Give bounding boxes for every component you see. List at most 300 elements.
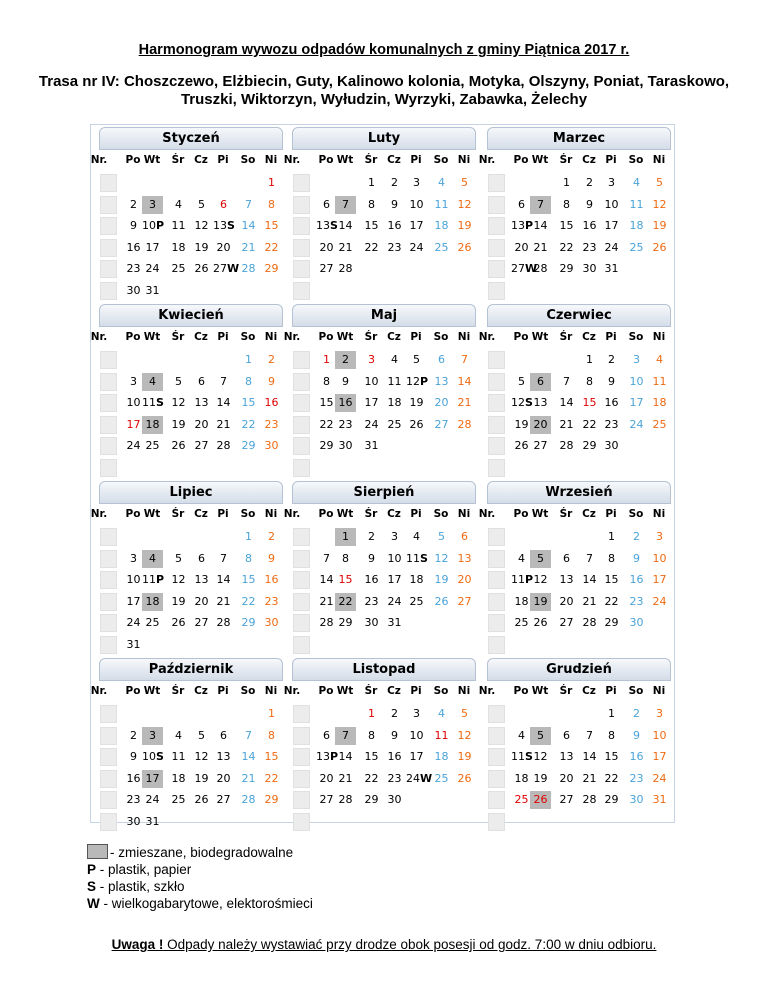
weekday-header: Nr. bbox=[90, 685, 108, 697]
day-cell: 19 bbox=[434, 573, 449, 586]
day-cell: 15 bbox=[264, 750, 279, 763]
day-cell: 2 bbox=[608, 353, 615, 366]
day-cell: 15 bbox=[264, 219, 279, 232]
weekday-header: Po bbox=[125, 154, 141, 166]
day-cell: 1 bbox=[608, 530, 615, 543]
day-cell: 3 bbox=[391, 530, 398, 543]
day-cell: 11P bbox=[142, 573, 165, 586]
day-cell: 13S bbox=[213, 219, 235, 232]
day-cell: 16 bbox=[335, 394, 356, 412]
day-cell: 20 bbox=[559, 771, 574, 785]
day-cell: 12 bbox=[194, 219, 209, 232]
day-cell: 20 bbox=[216, 240, 231, 254]
day-cell: 30 bbox=[604, 439, 619, 452]
day-cell: 7 bbox=[323, 551, 330, 565]
day-cell: 26 bbox=[194, 262, 209, 275]
week-row bbox=[286, 458, 476, 479]
weekday-header: Po bbox=[125, 685, 141, 697]
weekday-header: Ni bbox=[652, 685, 666, 697]
day-cell: 29 bbox=[241, 439, 256, 452]
week-row bbox=[286, 372, 476, 393]
day-cell: 1 bbox=[368, 707, 375, 720]
day-cell: 6 bbox=[323, 197, 330, 211]
week-row bbox=[93, 281, 283, 302]
week-row bbox=[286, 613, 476, 634]
day-cell: 28 bbox=[457, 417, 472, 431]
day-cell: 18 bbox=[387, 396, 402, 409]
week-row bbox=[481, 238, 671, 259]
day-cell: 9 bbox=[342, 374, 349, 388]
day-cell: 2 bbox=[268, 530, 275, 543]
weekday-header: Śr bbox=[559, 331, 573, 343]
weekday-header: Cz bbox=[387, 508, 401, 520]
week-row bbox=[481, 259, 671, 280]
week-number-cell bbox=[488, 282, 505, 300]
week-number-cell bbox=[293, 437, 310, 455]
day-cell: 25 bbox=[409, 594, 424, 608]
day-cell: 31 bbox=[387, 616, 402, 629]
day-cell: 25 bbox=[434, 771, 449, 785]
day-cell: 9 bbox=[391, 728, 398, 742]
week-number-cell bbox=[100, 373, 117, 391]
week-row bbox=[481, 372, 671, 393]
month-title: Kwiecień bbox=[99, 304, 283, 327]
day-cell: 27 bbox=[194, 616, 209, 629]
week-row bbox=[286, 704, 476, 725]
week-number-cell bbox=[488, 727, 505, 745]
day-cell: 23 bbox=[126, 793, 141, 806]
day-cell: 8 bbox=[368, 728, 375, 742]
week-row bbox=[93, 747, 283, 768]
week-number-cell bbox=[100, 614, 117, 632]
week-number-cell bbox=[100, 636, 117, 654]
day-cell: 7 bbox=[245, 728, 252, 742]
weekday-header: Po bbox=[125, 508, 141, 520]
weekday-header: So bbox=[628, 331, 644, 343]
weekday-header-row bbox=[283, 154, 476, 170]
day-cell: 10 bbox=[652, 551, 667, 565]
weekday-header: So bbox=[240, 685, 256, 697]
week-row bbox=[481, 790, 671, 811]
day-cell: 9 bbox=[391, 197, 398, 211]
month-title: Październik bbox=[99, 658, 283, 681]
week-number-cell bbox=[488, 217, 505, 235]
day-cell: 5 bbox=[461, 707, 468, 720]
day-cell: 28 bbox=[216, 616, 231, 629]
day-cell: 21 bbox=[216, 417, 231, 431]
day-cell: 15 bbox=[319, 396, 334, 409]
day-cell: 14 bbox=[533, 219, 548, 232]
weekday-header: Cz bbox=[582, 508, 596, 520]
day-cell: 18 bbox=[142, 416, 163, 434]
day-cell: 23 bbox=[629, 771, 644, 785]
day-cell: 27 bbox=[434, 417, 449, 431]
week-number-cell bbox=[293, 174, 310, 192]
day-cell: 1 bbox=[608, 707, 615, 720]
legend-text: - wielkogabarytowe, elektorośmieci bbox=[99, 896, 313, 911]
day-cell: 29 bbox=[604, 616, 619, 629]
day-cell: 23 bbox=[364, 594, 379, 608]
week-row bbox=[93, 592, 283, 613]
day-cell: 19 bbox=[457, 750, 472, 763]
week-row bbox=[286, 173, 476, 194]
day-cell: 17 bbox=[145, 240, 160, 254]
weekday-header: Ni bbox=[457, 508, 471, 520]
day-cell: 25 bbox=[171, 793, 186, 806]
day-cell: 30 bbox=[364, 616, 379, 629]
day-cell: 11 bbox=[171, 750, 186, 763]
day-cell: 8 bbox=[323, 374, 330, 388]
weekday-header: Wt bbox=[336, 154, 354, 166]
weekday-header: Ni bbox=[652, 154, 666, 166]
weekday-header: Śr bbox=[559, 685, 573, 697]
weekday-header: Śr bbox=[171, 508, 185, 520]
day-cell: 28 bbox=[338, 793, 353, 806]
day-cell: 15 bbox=[241, 573, 256, 586]
month-title: Listopad bbox=[292, 658, 476, 681]
day-cell: 26 bbox=[457, 240, 472, 254]
day-cell: 1 bbox=[245, 353, 252, 366]
day-cell: 4 bbox=[175, 728, 182, 742]
week-row bbox=[286, 259, 476, 280]
month-title: Luty bbox=[292, 127, 476, 150]
legend-item bbox=[87, 844, 313, 861]
day-cell: 23 bbox=[126, 262, 141, 275]
week-row bbox=[481, 613, 671, 634]
weekday-header: Nr. bbox=[478, 154, 496, 166]
day-cell: 27W bbox=[213, 262, 240, 275]
day-cell: 18 bbox=[434, 750, 449, 763]
day-cell: 27 bbox=[559, 616, 574, 629]
weekday-header: Pi bbox=[217, 154, 229, 166]
day-cell: 7 bbox=[530, 196, 551, 214]
week-row bbox=[286, 216, 476, 237]
day-cell: 13P bbox=[511, 219, 534, 232]
day-cell: 29 bbox=[604, 793, 619, 806]
day-cell: 26 bbox=[409, 417, 424, 431]
day-cell: 14 bbox=[241, 750, 256, 763]
day-cell: 12 bbox=[533, 750, 548, 763]
week-number-cell bbox=[293, 239, 310, 257]
weekday-header: Wt bbox=[531, 331, 549, 343]
weekday-header: Po bbox=[125, 331, 141, 343]
day-cell: 2 bbox=[335, 351, 356, 369]
day-cell: 2 bbox=[130, 728, 137, 742]
week-row bbox=[93, 415, 283, 436]
weekday-header: Cz bbox=[387, 331, 401, 343]
week-row bbox=[286, 549, 476, 570]
legend-text: - zmieszane, biodegradowalne bbox=[110, 845, 294, 860]
weekday-header: Nr. bbox=[478, 508, 496, 520]
week-row bbox=[286, 195, 476, 216]
day-cell: 28 bbox=[582, 793, 597, 806]
week-row bbox=[286, 281, 476, 302]
day-cell: 15 bbox=[559, 219, 574, 232]
day-cell: 5 bbox=[413, 353, 420, 366]
weekday-header: Cz bbox=[194, 508, 208, 520]
weekday-header: So bbox=[433, 154, 449, 166]
day-cell: 24 bbox=[387, 594, 402, 608]
weekday-header: Wt bbox=[143, 685, 161, 697]
day-cell: 16 bbox=[264, 396, 279, 409]
day-cell: 22 bbox=[604, 594, 619, 608]
legend-item bbox=[87, 861, 313, 878]
day-cell: 1 bbox=[335, 528, 356, 546]
day-cell: 4 bbox=[175, 197, 182, 211]
week-row bbox=[286, 790, 476, 811]
week-number-cell bbox=[488, 459, 505, 477]
day-cell: 7 bbox=[220, 551, 227, 565]
week-number-cell bbox=[488, 636, 505, 654]
week-row bbox=[481, 527, 671, 548]
day-cell: 21 bbox=[319, 594, 334, 608]
day-cell: 10S bbox=[142, 750, 164, 763]
day-cell: 8 bbox=[245, 551, 252, 565]
week-number-cell bbox=[293, 571, 310, 589]
day-cell: 10 bbox=[409, 728, 424, 742]
week-number-cell bbox=[488, 770, 505, 788]
week-number-cell bbox=[100, 813, 117, 831]
day-cell: 14 bbox=[457, 374, 472, 388]
day-cell: 4 bbox=[656, 353, 663, 366]
day-cell: 19 bbox=[194, 771, 209, 785]
day-cell: 10 bbox=[409, 197, 424, 211]
day-cell: 2 bbox=[391, 176, 398, 189]
week-row bbox=[93, 195, 283, 216]
weekday-header: Cz bbox=[194, 154, 208, 166]
weekday-header: Nr. bbox=[283, 508, 301, 520]
day-cell: 20 bbox=[514, 240, 529, 254]
legend-swatch bbox=[87, 844, 108, 859]
day-cell: 19 bbox=[171, 417, 186, 431]
day-cell: 19 bbox=[409, 396, 424, 409]
day-cell: 21 bbox=[457, 396, 472, 409]
weekday-header: Nr. bbox=[283, 685, 301, 697]
day-cell: 10P bbox=[142, 219, 165, 232]
day-cell: 6 bbox=[530, 373, 551, 391]
day-cell: 4 bbox=[518, 728, 525, 742]
day-cell: 12 bbox=[171, 396, 186, 409]
day-cell: 16 bbox=[629, 750, 644, 763]
week-number-cell bbox=[488, 260, 505, 278]
weekday-header-row bbox=[283, 685, 476, 701]
day-cell: 10 bbox=[126, 573, 141, 586]
week-row bbox=[481, 635, 671, 656]
weekday-header: Wt bbox=[336, 508, 354, 520]
day-cell: 12 bbox=[171, 573, 186, 586]
weekday-header: So bbox=[240, 508, 256, 520]
day-cell: 13 bbox=[194, 573, 209, 586]
day-cell: 13 bbox=[559, 573, 574, 586]
day-cell: 29 bbox=[264, 793, 279, 806]
month-block bbox=[283, 127, 476, 303]
weekday-header: Ni bbox=[264, 331, 278, 343]
week-row bbox=[286, 436, 476, 457]
day-cell: 27 bbox=[319, 793, 334, 806]
day-cell: 11P bbox=[511, 573, 534, 586]
day-cell: 15 bbox=[604, 573, 619, 586]
week-number-cell bbox=[488, 351, 505, 369]
day-cell: 2 bbox=[633, 707, 640, 720]
day-cell: 17 bbox=[126, 594, 141, 608]
day-cell: 22 bbox=[264, 771, 279, 785]
week-row bbox=[481, 812, 671, 833]
day-cell: 15 bbox=[604, 750, 619, 763]
weekday-header: Ni bbox=[652, 508, 666, 520]
week-row bbox=[481, 769, 671, 790]
day-cell: 26 bbox=[533, 616, 548, 629]
week-row bbox=[93, 726, 283, 747]
week-row bbox=[286, 415, 476, 436]
day-cell: 22 bbox=[241, 594, 256, 608]
month-title: Marzec bbox=[487, 127, 671, 150]
week-row bbox=[93, 812, 283, 833]
week-number-cell bbox=[293, 636, 310, 654]
day-cell: 28 bbox=[533, 262, 548, 275]
day-cell: 3 bbox=[142, 727, 163, 745]
day-cell: 7 bbox=[563, 374, 570, 388]
day-cell: 1 bbox=[368, 176, 375, 189]
day-cell: 26 bbox=[171, 616, 186, 629]
month-title: Lipiec bbox=[99, 481, 283, 504]
month-block bbox=[283, 658, 476, 834]
day-cell: 24 bbox=[409, 240, 424, 254]
day-cell: 14 bbox=[319, 573, 334, 586]
day-cell: 30 bbox=[264, 616, 279, 629]
weekday-header: Po bbox=[318, 154, 334, 166]
weekday-header: Wt bbox=[531, 508, 549, 520]
day-cell: 6 bbox=[438, 353, 445, 366]
day-cell: 17 bbox=[126, 417, 141, 431]
week-row bbox=[93, 704, 283, 725]
day-cell: 8 bbox=[368, 197, 375, 211]
week-number-cell bbox=[488, 416, 505, 434]
day-cell: 20 bbox=[194, 417, 209, 431]
weekday-header-row bbox=[90, 508, 283, 524]
week-number-cell bbox=[488, 813, 505, 831]
day-cell: 20 bbox=[530, 416, 551, 434]
day-cell: 25 bbox=[514, 616, 529, 629]
day-cell: 4 bbox=[142, 373, 163, 391]
day-cell: 29 bbox=[559, 262, 574, 275]
day-cell: 1 bbox=[245, 530, 252, 543]
day-cell: 9 bbox=[608, 374, 615, 388]
week-number-cell bbox=[293, 705, 310, 723]
weekday-header: Wt bbox=[336, 685, 354, 697]
day-cell: 3 bbox=[633, 353, 640, 366]
day-cell: 26 bbox=[652, 240, 667, 254]
weekday-header: Wt bbox=[143, 508, 161, 520]
note-text: Odpady należy wystawiać przy drodze obok posesji od godz. 7:00 w dniu odbioru. bbox=[163, 937, 657, 952]
day-cell: 23 bbox=[387, 240, 402, 254]
day-cell: 27 bbox=[216, 793, 231, 806]
weekday-header-row bbox=[478, 685, 671, 701]
week-row bbox=[481, 281, 671, 302]
day-cell: 27 bbox=[559, 793, 574, 806]
day-cell: 6 bbox=[563, 551, 570, 565]
weekday-header: Pi bbox=[605, 331, 617, 343]
week-row bbox=[481, 549, 671, 570]
weekday-header: Pi bbox=[605, 685, 617, 697]
day-cell: 14 bbox=[582, 750, 597, 763]
day-cell: 26 bbox=[434, 594, 449, 608]
day-cell: 16 bbox=[629, 573, 644, 586]
week-row bbox=[481, 458, 671, 479]
month-block bbox=[90, 304, 283, 480]
weekday-header: So bbox=[240, 331, 256, 343]
day-cell: 5 bbox=[198, 728, 205, 742]
day-cell: 2 bbox=[130, 197, 137, 211]
week-row bbox=[286, 812, 476, 833]
day-cell: 7 bbox=[335, 727, 356, 745]
week-row bbox=[93, 238, 283, 259]
day-cell: 16 bbox=[387, 219, 402, 232]
day-cell: 5 bbox=[198, 197, 205, 211]
week-row bbox=[93, 372, 283, 393]
day-cell: 20 bbox=[559, 594, 574, 608]
weekday-header: Ni bbox=[264, 508, 278, 520]
day-cell: 7 bbox=[461, 353, 468, 366]
weekday-header: Nr. bbox=[90, 331, 108, 343]
week-row bbox=[286, 592, 476, 613]
day-cell: 20 bbox=[319, 240, 334, 254]
day-cell: 3 bbox=[656, 530, 663, 543]
day-cell: 28 bbox=[338, 262, 353, 275]
week-row bbox=[93, 635, 283, 656]
month-title: Styczeń bbox=[99, 127, 283, 150]
week-row bbox=[481, 726, 671, 747]
day-cell: 28 bbox=[241, 793, 256, 806]
month-block bbox=[478, 481, 671, 657]
day-cell: 16 bbox=[126, 771, 141, 785]
day-cell: 12 bbox=[652, 197, 667, 211]
week-number-cell bbox=[293, 791, 310, 809]
day-cell: 11 bbox=[387, 374, 402, 388]
day-cell: 10 bbox=[387, 551, 402, 565]
weekday-header: Po bbox=[513, 508, 529, 520]
calendar-grid bbox=[90, 124, 675, 828]
day-cell: 5 bbox=[175, 551, 182, 565]
week-number-cell bbox=[100, 705, 117, 723]
day-cell: 21 bbox=[559, 417, 574, 431]
day-cell: 7 bbox=[245, 197, 252, 211]
week-number-cell bbox=[293, 813, 310, 831]
weekday-header: So bbox=[433, 685, 449, 697]
weekday-header: Wt bbox=[143, 331, 161, 343]
day-cell: 18 bbox=[171, 771, 186, 785]
day-cell: 13 bbox=[194, 396, 209, 409]
day-cell: 29 bbox=[264, 262, 279, 275]
month-block bbox=[90, 481, 283, 657]
week-row bbox=[481, 592, 671, 613]
week-row bbox=[93, 549, 283, 570]
weekday-header: Po bbox=[513, 154, 529, 166]
week-number-cell bbox=[100, 394, 117, 412]
weekday-header: Pi bbox=[410, 685, 422, 697]
weekday-header: Cz bbox=[582, 331, 596, 343]
day-cell: 12 bbox=[434, 551, 449, 565]
day-cell: 18 bbox=[434, 219, 449, 232]
legend-item bbox=[87, 878, 313, 895]
weekday-header: Po bbox=[513, 685, 529, 697]
day-cell: 16 bbox=[364, 573, 379, 586]
week-row bbox=[286, 635, 476, 656]
weekday-header: Ni bbox=[457, 154, 471, 166]
day-cell: 13 bbox=[559, 750, 574, 763]
week-row bbox=[286, 747, 476, 768]
weekday-header: Pi bbox=[605, 508, 617, 520]
day-cell: 9 bbox=[586, 197, 593, 211]
